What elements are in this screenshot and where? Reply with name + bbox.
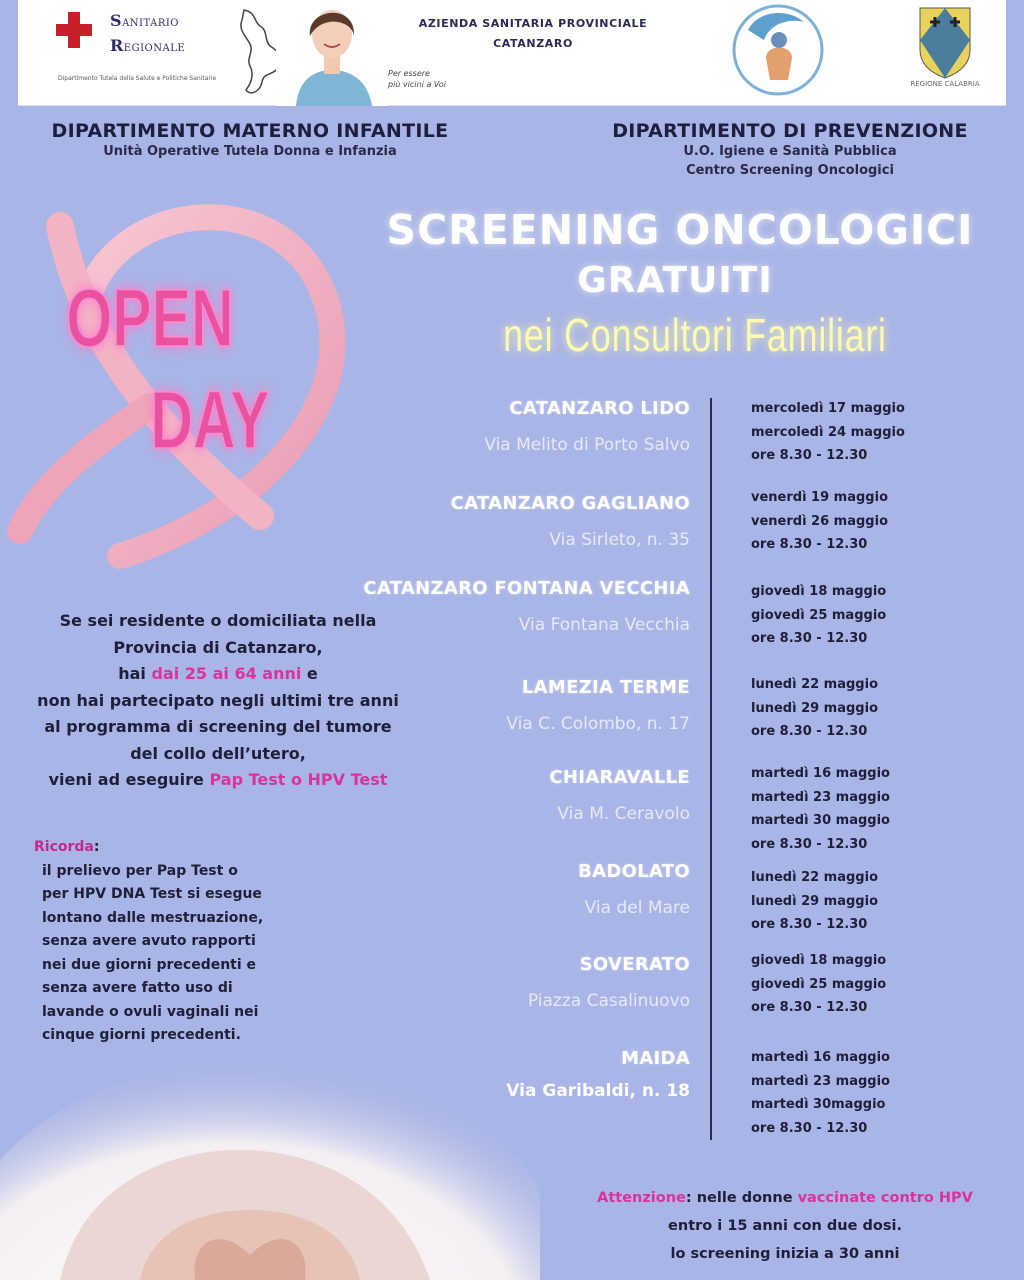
consultorio-logo xyxy=(718,0,838,100)
asp-slogan: Per essere più vicini a Voi xyxy=(388,69,446,89)
ssr-department-text: Dipartimento Tutela della Salute e Politiche Sanitarie xyxy=(58,75,217,82)
location-catanzaro-fontana-vecchia: CATANZARO FONTANA VECCHIA Via Fontana Vecchia xyxy=(363,578,690,635)
remember-title: Ricorda xyxy=(34,839,94,855)
age-range: dai 25 ai 64 anni xyxy=(151,664,302,683)
red-cross-icon xyxy=(56,12,92,48)
attention-note: Attenzione: nelle donne vaccinate contro HPV entro i 15 anni con due dosi. lo screening inizia a 30 anni xyxy=(597,1190,973,1262)
eligibility-info: Se sei residente o domiciliata nella Provincia di Catanzaro, hai dai 25 ai 64 anni e non hai partecipato negli ultimi tre anni al programma di screening del tumore del collo dell’utero, vieni ad eseguire Pap Test o HPV Test xyxy=(37,611,399,789)
dates-lamezia-terme: lunedì 22 maggio lunedì 29 maggio ore 8.30 - 12.30 xyxy=(751,677,879,739)
dates-catanzaro-lido: mercoledì 17 maggio mercoledì 24 maggio ore 8.30 - 12.30 xyxy=(751,401,905,463)
schedule-divider xyxy=(710,398,712,1140)
nurse-image xyxy=(276,0,388,106)
dates-catanzaro-gagliano: venerdì 19 maggio venerdì 26 maggio ore 8.30 - 12.30 xyxy=(751,490,888,552)
regione-calabria-logo: REGIONE CALABRIA xyxy=(890,0,1000,104)
location-lamezia-terme: LAMEZIA TERME Via C. Colombo, n. 17 xyxy=(506,677,690,734)
location-catanzaro-lido: CATANZARO LIDO Via Melito di Porto Salvo xyxy=(484,398,690,455)
logo-strip xyxy=(18,0,1006,106)
attention-label: Attenzione xyxy=(597,1190,686,1206)
remember-note: Ricorda: il prelievo per Pap Test o per HPV DNA Test si esegue lontano dalle mestruazione, senza avere avuto rapporti nei due giorni precedenti e senza avere fatto uso di lavande o ovuli vaginali nei cinque giorni precedenti. xyxy=(34,836,334,1048)
dates-soverato: giovedì 18 maggio giovedì 25 maggio ore 8.30 - 12.30 xyxy=(751,953,887,1015)
location-catanzaro-gagliano: CATANZARO GAGLIANO Via Sirleto, n. 35 xyxy=(450,493,690,550)
ssr-logo-text: SANITARIO REGIONALE xyxy=(110,11,186,55)
department-materno-infantile: DIPARTIMENTO MATERNO INFANTILE Unità Operative Tutela Donna e Infanzia xyxy=(51,120,449,159)
woman-heart-hands-image xyxy=(0,1040,540,1280)
ribbon-tail-left xyxy=(20,406,150,531)
calabria-coat-of-arms-icon xyxy=(890,0,1000,80)
remember-body: il prelievo per Pap Test o per HPV DNA Test si esegue lontano dalle mestruazione, senza avere avuto rapporti nei due giorni precedenti e senza avere fatto uso di lavande o ovuli vaginali nei cinque giorni precedenti. xyxy=(42,862,264,1043)
location-chiaravalle: CHIARAVALLE Via M. Ceravolo xyxy=(549,767,690,824)
dates-badolato: lunedì 22 maggio lunedì 29 maggio ore 8.30 - 12.30 xyxy=(751,870,879,932)
location-soverato: SOVERATO Piazza Casalinuovo xyxy=(527,954,690,1011)
title-gratuiti: GRATUITI xyxy=(577,260,773,301)
dates-chiaravalle: martedì 16 maggio martedì 23 maggio martedì 30 maggio ore 8.30 - 12.30 xyxy=(751,766,890,852)
test-types: Pap Test o HPV Test xyxy=(209,770,388,789)
department-prevenzione: DIPARTIMENTO DI PREVENZIONE U.O. Igiene e Sanità Pubblica Centro Screening Oncologici xyxy=(612,120,968,178)
location-badolato: BADOLATO Via del Mare xyxy=(578,861,690,918)
title-screening-oncologici: SCREENING ONCOLOGICI xyxy=(386,206,974,254)
location-maida: MAIDA Via Garibaldi, n. 18 xyxy=(506,1048,690,1101)
dates-maida: martedì 16 maggio martedì 23 maggio martedì 30maggio ore 8.30 - 12.30 xyxy=(751,1050,890,1136)
open-text: OPEN xyxy=(66,272,234,365)
day-text: DAY xyxy=(150,374,270,467)
title-consultori-familiari: nei Consultori Familiari xyxy=(503,309,887,361)
woman-heart-hands-photo xyxy=(0,1040,540,1280)
pink-ribbon-open-day xyxy=(0,186,360,586)
servizio-sanitario-regionale-logo xyxy=(38,4,258,100)
dates-catanzaro-fontana-vecchia: giovedì 18 maggio giovedì 25 maggio ore 8.30 - 12.30 xyxy=(751,584,887,646)
asp-title: AZIENDA SANITARIA PROVINCIALE CATANZARO xyxy=(418,17,648,50)
